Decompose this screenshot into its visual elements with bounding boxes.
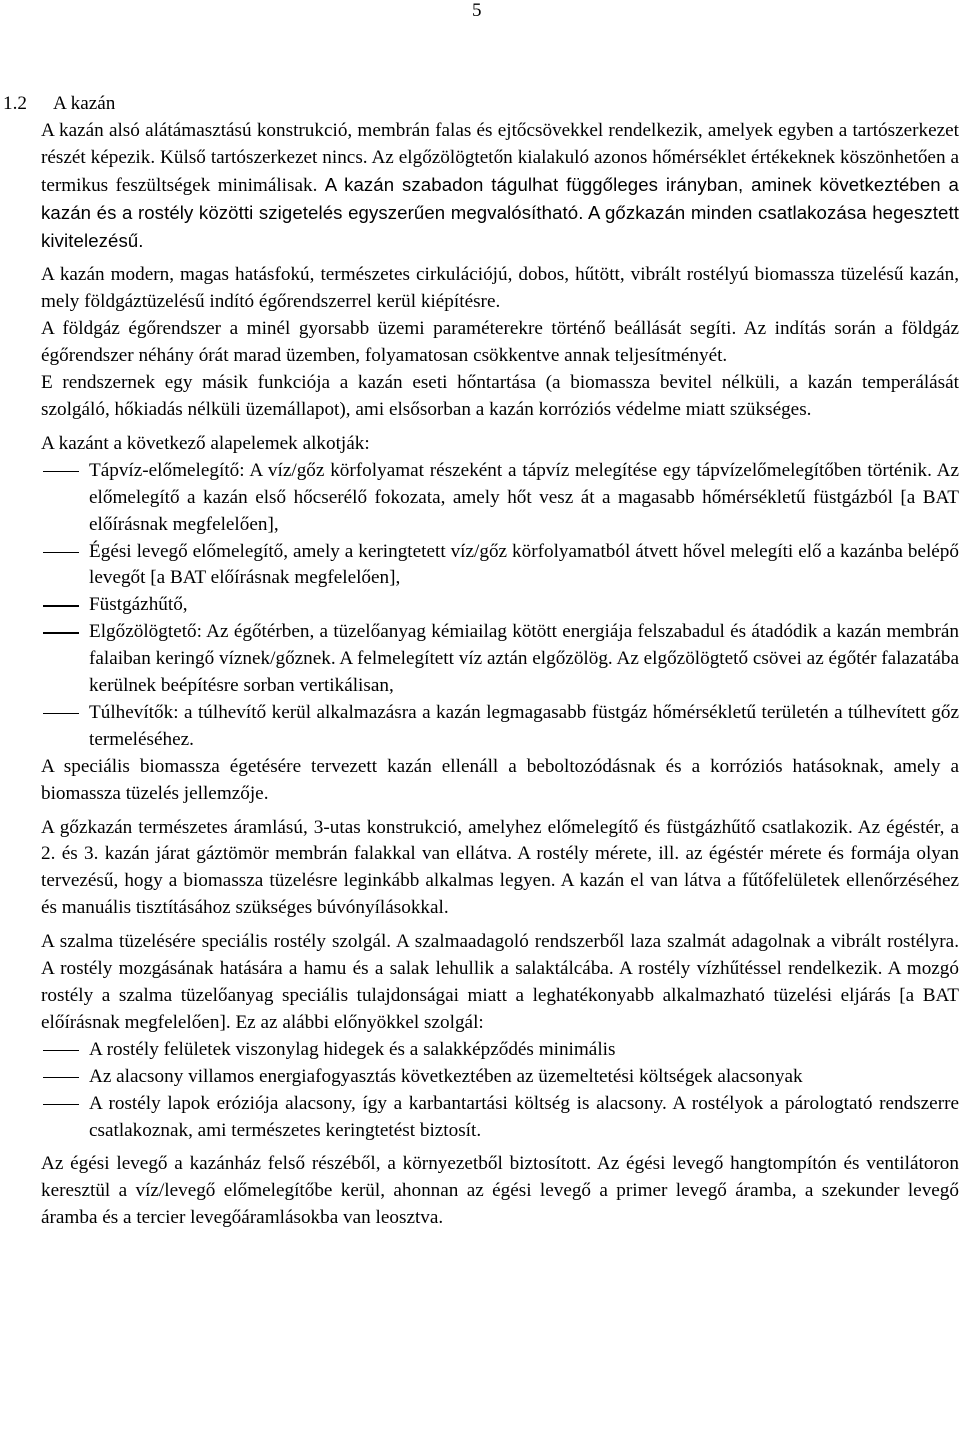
boiler-elements-list [41, 458, 959, 754]
list-item: A rostély lapok eróziója alacsony, így a karbantartási költség is alacsony. A rostélyok a párologtató rendszerre csatlakoznak, ami természetes keringtetést biztosít. [41, 1091, 959, 1145]
paragraph-special-biomass: A speciális biomassza égetésére tervezett kazán ellenáll a beboltozódásnak és a korróziós hatásoknak, amely a biomassza tüzelés jellemzője. [41, 755, 959, 804]
dash-bullet [43, 1050, 79, 1051]
dash-bullet [43, 1077, 79, 1078]
grate-advantages-list [41, 1037, 959, 1145]
list-item: A rostély felületek viszonylag hidegek és a salakképződés minimális [41, 1037, 959, 1064]
page-number: 5 [472, 0, 482, 21]
list-item: Füstgázhűtő, [41, 592, 959, 619]
section-heading [3, 91, 959, 118]
paragraph-construction-text: A kazán alsó alátámasztású konstrukció, membrán falas és ejtőcsövekkel rendelkezik, amelyek egyben a tartószerkezet részét képezik. Külső tartószerkezet nincs. Az elgőzölögtetőn kialakuló azonos hőmérséklet értékeknek köszönhetően a termikus feszültségek minimálisak. [41, 119, 959, 196]
dash-bullet [43, 471, 79, 472]
dash-bullet [43, 605, 79, 606]
paragraph-gas-burner: A földgáz égőrendszer a minél gyorsabb üzemi paraméterekre történő beállását segíti. Az indítás során a földgáz égőrendszer néhány órát marad üzemben, folyamatosan csökkentve annak teljesítményét. [41, 318, 959, 367]
paragraph-steam-boiler: A gőzkazán természetes áramlású, 3-utas konstrukció, amelyhez előmelegítő és füstgázhűtő csatlakozik. Az égéstér, a 2. és 3. kazán járat gáztömör membrán falakkal van ellátva. A rostély mérete, ill. az égéstér mérete és formája olyan tervezésű, hogy a biomassza tüzelésre leginkább alkalmas legyen. A kazán el van látva a fűtőfelületek ellenőrzéséhez és manuális tisztításához szükséges búvónyílásokkal. [41, 816, 959, 919]
list-item: Tápvíz-előmelegítő: A víz/gőz körfolyamat részeként a tápvíz melegítése egy tápvízelőmelegítőben történik. Az előmelegítő a kazán első hőcserélő fokozata, amely hőt vesz át a magasabb hőmérsékletű füstgázból [a BAT előírásnak megfelelően], [41, 458, 959, 539]
section-number: 1.2 [3, 93, 27, 114]
dash-bullet [43, 552, 79, 553]
list-item: Elgőzölögtető: Az égőtérben, a tüzelőanyag kémiailag kötött energiája felszabadul és átadódik a kazán membrán falaiban keringő víznek/gőznek. A felmelegített víz aztán elgőzölög. Az elgőzölögtető csövei az égőtér falazatába kerülnek beépítésre sorban vertikálisan, [41, 619, 959, 700]
dash-bullet [43, 1104, 79, 1105]
list-item: Égési levegő előmelegítő, amely a keringtetett víz/gőz körfolyamatból átvett hővel melegíti elő a kazánba belépő levegőt [a BAT előírásnak megfelelően], [41, 539, 959, 593]
document-body [3, 91, 960, 1232]
section-title: A kazán [53, 93, 116, 114]
paragraph-straw-grate: A szalma tüzelésére speciális rostély szolgál. A szalmaadagoló rendszerből laza szalmát adagolnak a vibrált rostélyra. A rostély mozgásának hatására a hamu és a salak lehullik a salaktálcába. A rostély vízhűtéssel rendelkezik. A mozgó rostély a szalma tüzelőanyag speciális tulajdonságai miatt a leghatékonyabb alkalmazható tüzelési eljárás [a BAT előírásnak megfelelően]. Ez az alábbi előnyökkel szolgál: [41, 931, 959, 1033]
paragraph-construction [41, 118, 959, 256]
dash-bullet [43, 632, 79, 633]
paragraph-heat-retention: E rendszernek egy másik funkciója a kazán eseti hőntartása (a biomassza bevitel nélküli, a kazán temperálását szolgáló, hőkiadás nélküli üzemállapot), ami elsősorban a kazán korróziós védelme miatt szükséges. [41, 372, 959, 420]
dash-bullet [43, 713, 79, 714]
paragraph-expansion-text: A kazán szabadon tágulhat függőleges irányban, aminek következtében a kazán és a rostély közötti szigetelés egyszerűen megvalósítható. A gőzkazán minden csatlakozása hegesztett kivitelezésű. [41, 173, 960, 251]
paragraph-combustion-air: Az égési levegő a kazánház felső részéből, a környezetből biztosított. Az égési levegő hangtompítón és ventilátoron keresztül a víz/levegő előmelegítőbe kerül, ahonnan az égési levegő a primer levegő áramba, a szekunder levegő áramba és a tercier levegőáramlásokba van leosztva. [41, 1153, 959, 1229]
list-item: Túlhevítők: a túlhevítő kerül alkalmazásra a kazán legmagasabb füstgáz hőmérsékletű területén a túlhevített gőz termeléséhez. [41, 700, 959, 754]
list-intro: A kazánt a következő alapelemek alkotják: [41, 432, 370, 454]
list-item: Az alacsony villamos energiafogyasztás következtében az üzemeltetési költségek alacsonyak [41, 1064, 959, 1091]
paragraph-boiler-type: A kazán modern, magas hatásfokú, természetes cirkulációjú, dobos, hűtött, vibrált rostélyú biomassza tüzelésű kazán, mely földgáztüzelésű indító égőrendszerrel kerül kiépítésre. [41, 264, 959, 313]
